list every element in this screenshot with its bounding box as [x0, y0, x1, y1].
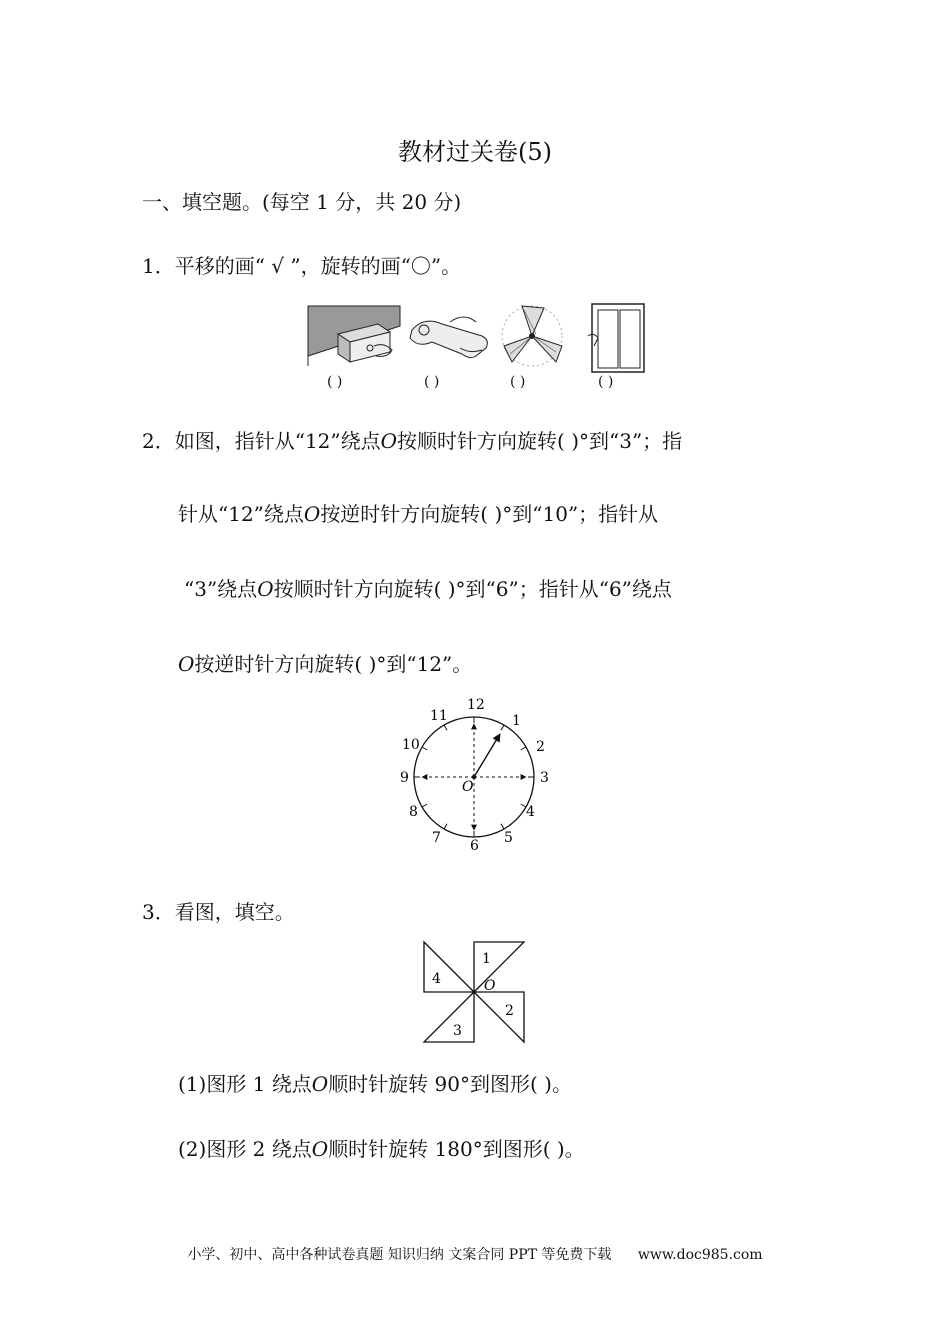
clock-tick	[422, 804, 427, 807]
clock-tick	[521, 747, 526, 750]
answer-blank-3[interactable]: ( )	[510, 374, 526, 390]
clock-number-10: 10	[402, 737, 420, 753]
wrench-turn-icon	[410, 317, 487, 358]
clock-tick	[444, 824, 447, 829]
pinwheel-label-4: 4	[432, 971, 441, 987]
clock-number-4: 4	[526, 804, 535, 820]
page-title: 教材过关卷(5)	[398, 138, 552, 166]
answer-blank-1[interactable]: ( )	[327, 374, 343, 390]
pinwheel-triangle-2	[474, 992, 524, 1042]
pinwheel-label-2: 2	[505, 1003, 514, 1019]
question-1-text: 1．平移的画“ √ ”，旋转的画“〇”。	[142, 254, 462, 278]
clock-tick	[501, 824, 504, 829]
pinwheel-triangle-3	[424, 992, 474, 1042]
pinwheel-triangle-1	[474, 942, 524, 992]
question-2-line-1: 2．如图，指针从“12”绕点O按顺时针方向旋转( )°到“3”；指	[142, 429, 683, 453]
clock-hand	[474, 734, 500, 777]
clock-number-2: 2	[536, 739, 545, 755]
clock-tick	[422, 747, 427, 750]
drawer-pull-icon	[308, 306, 400, 366]
clock-number-8: 8	[409, 804, 418, 820]
clock-number-5: 5	[504, 830, 513, 846]
pinwheel-center-label: O	[484, 978, 496, 994]
footer-text: 小学、初中、高中各种试卷真题 知识归纳 文案合同 PPT 等免费下载	[187, 1247, 612, 1263]
question-3-sub-2: (2)图形 2 绕点O顺时针旋转 180°到图形( )。	[178, 1137, 585, 1161]
clock-number-7: 7	[432, 830, 441, 846]
clock-number-11: 11	[430, 708, 448, 724]
answer-blank-4[interactable]: ( )	[598, 374, 614, 390]
pinwheel-label-3: 3	[453, 1023, 462, 1039]
clock-number-6: 6	[470, 838, 479, 854]
question-3-text: 3．看图，填空。	[142, 900, 295, 924]
fan-spin-icon	[502, 306, 562, 366]
answer-blank-2[interactable]: ( )	[424, 374, 440, 390]
clock-number-3: 3	[540, 770, 549, 786]
question-2-line-4: O按逆时针方向旋转( )°到“12”。	[178, 652, 473, 676]
question-2-line-2: 针从“12”绕点O按逆时针方向旋转( )°到“10”；指针从	[178, 502, 659, 526]
clock-tick	[444, 725, 447, 730]
clock-center-label: O	[462, 779, 474, 795]
clock-number-12: 12	[467, 697, 485, 713]
clock-diagram	[394, 694, 554, 858]
clock-number-9: 9	[400, 770, 409, 786]
clock-tick	[501, 725, 504, 730]
question-3-sub-1: (1)图形 1 绕点O顺时针旋转 90°到图形( )。	[178, 1072, 572, 1096]
pinwheel-diagram	[422, 940, 528, 1046]
sliding-window-icon	[588, 304, 644, 372]
clock-number-1: 1	[512, 713, 521, 729]
pinwheel-label-1: 1	[482, 951, 491, 967]
footer-link[interactable]: www.doc985.com	[637, 1247, 763, 1263]
page-footer	[0, 1244, 950, 1264]
section-heading: 一、填空题。(每空 1 分，共 20 分)	[142, 190, 462, 214]
question-2-line-3: “3”绕点O按顺时针方向旋转( )°到“6”；指针从“6”绕点	[184, 577, 672, 601]
